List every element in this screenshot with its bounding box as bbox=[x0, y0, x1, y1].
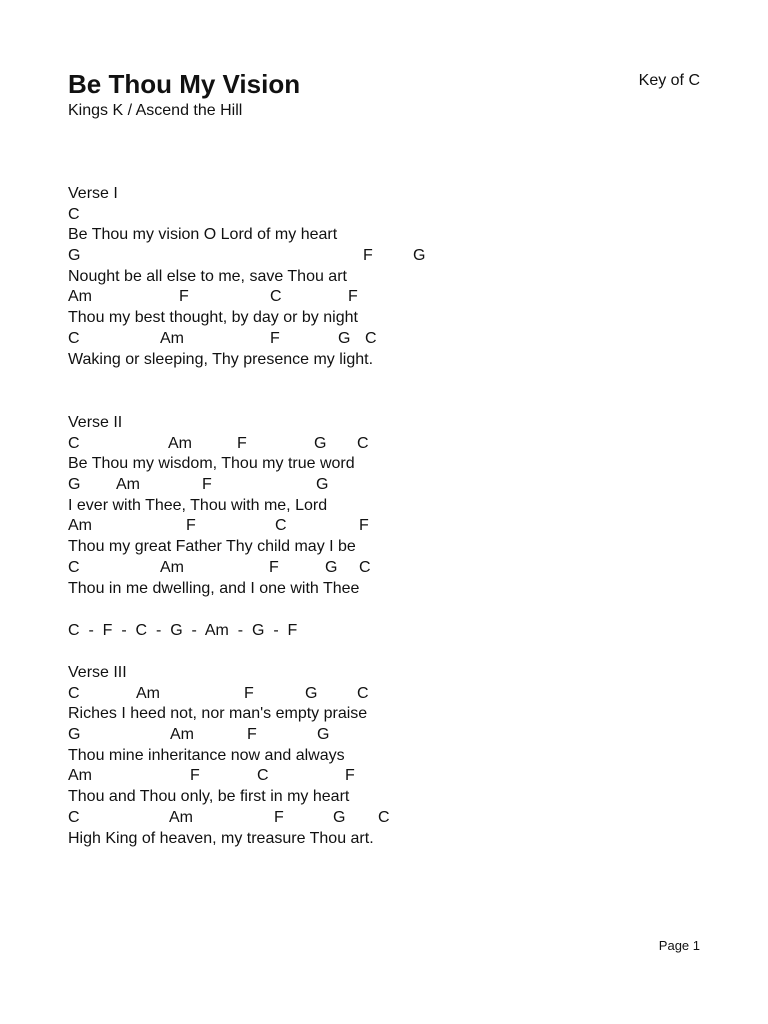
chord: G bbox=[317, 726, 330, 744]
chord: G bbox=[314, 434, 327, 452]
chord: F bbox=[237, 434, 247, 452]
lyric-line: Waking or sleeping, Thy presence my light. bbox=[68, 350, 374, 368]
chord: C bbox=[68, 684, 80, 702]
chord: Am bbox=[68, 288, 92, 306]
chord: G bbox=[305, 684, 318, 702]
lyric-line: High King of heaven, my treasure Thou art. bbox=[68, 829, 374, 847]
chord-line bbox=[68, 766, 708, 787]
chord: C bbox=[68, 808, 80, 826]
verse-3 bbox=[68, 663, 708, 849]
chord: Am bbox=[160, 329, 184, 347]
chord: C bbox=[359, 558, 371, 576]
chord: Am bbox=[136, 684, 160, 702]
chord-line bbox=[68, 808, 708, 829]
chord-line bbox=[68, 475, 708, 496]
chord-line bbox=[68, 205, 708, 226]
chord-line bbox=[68, 329, 708, 350]
chord: F bbox=[186, 517, 196, 535]
chord-line bbox=[68, 246, 708, 267]
chord: F bbox=[179, 288, 189, 306]
chord: F bbox=[244, 684, 254, 702]
chord: F bbox=[348, 288, 358, 306]
chord: Am bbox=[170, 726, 194, 744]
chord: C bbox=[275, 517, 287, 535]
chord: C bbox=[357, 684, 369, 702]
chord: F bbox=[274, 808, 284, 826]
lyric-line: Thou my best thought, by day or by night bbox=[68, 309, 358, 327]
lyric-line: Thou mine inheritance now and always bbox=[68, 746, 345, 764]
chord: C bbox=[68, 329, 80, 347]
chord: G bbox=[68, 726, 81, 744]
lyric-line: Be Thou my vision O Lord of my heart bbox=[68, 226, 338, 244]
chord: Am bbox=[169, 808, 193, 826]
chord: G bbox=[333, 808, 346, 826]
verse-label: Verse II bbox=[68, 414, 123, 431]
chord: F bbox=[190, 767, 200, 785]
verse-label: Verse I bbox=[68, 185, 118, 202]
chord: G bbox=[316, 476, 329, 494]
chord-line bbox=[68, 558, 708, 579]
chord: C bbox=[357, 434, 369, 452]
lyric-line: Thou in me dwelling, and I one with Thee bbox=[68, 579, 360, 597]
lyric-line: Thou and Thou only, be first in my heart bbox=[68, 788, 350, 806]
chord: F bbox=[202, 476, 212, 494]
chord: F bbox=[363, 247, 373, 265]
chord: C bbox=[257, 767, 269, 785]
chord: G bbox=[338, 329, 351, 347]
chord: Am bbox=[68, 517, 92, 535]
chord: F bbox=[270, 329, 280, 347]
chord: C bbox=[68, 558, 80, 576]
chord: C bbox=[365, 329, 377, 347]
song-key: Key of C bbox=[638, 72, 700, 89]
interlude bbox=[68, 621, 708, 642]
chord: C bbox=[270, 288, 282, 306]
chord: C bbox=[68, 434, 80, 452]
chord: F bbox=[359, 517, 369, 535]
chord: Am bbox=[168, 434, 192, 452]
chord: G bbox=[68, 247, 81, 265]
chord: F bbox=[269, 558, 279, 576]
verse-1 bbox=[68, 184, 708, 370]
chord: C bbox=[378, 808, 390, 826]
chord: G bbox=[413, 247, 426, 265]
chord-line bbox=[68, 287, 708, 308]
song-credits: Kings K / Ascend the Hill bbox=[68, 102, 243, 119]
chord-line bbox=[68, 516, 708, 537]
lyric-line: I ever with Thee, Thou with me, Lord bbox=[68, 496, 328, 514]
chord: F bbox=[247, 726, 257, 744]
lyric-line: Nought be all else to me, save Thou art bbox=[68, 267, 347, 285]
lyric-line: Riches I heed not, nor man's empty praise bbox=[68, 705, 368, 723]
verse-label: Verse III bbox=[68, 664, 127, 681]
chord-line bbox=[68, 684, 708, 705]
chord: F bbox=[345, 767, 355, 785]
chord-line bbox=[68, 434, 708, 455]
verse-2 bbox=[68, 413, 708, 599]
song-title: Be Thou My Vision bbox=[68, 69, 301, 99]
page-number: Page 1 bbox=[658, 938, 700, 953]
chord: G bbox=[325, 558, 338, 576]
lyric-line: Thou my great Father Thy child may I be bbox=[68, 538, 356, 556]
chord: G bbox=[68, 476, 81, 494]
chord-line bbox=[68, 725, 708, 746]
chord: C bbox=[68, 205, 80, 223]
chord: Am bbox=[116, 476, 140, 494]
lyric-line: Be Thou my wisdom, Thou my true word bbox=[68, 455, 355, 473]
chord-progression: C - F - C - G - Am - G - F bbox=[68, 622, 298, 639]
chord: Am bbox=[68, 767, 92, 785]
chord: Am bbox=[160, 558, 184, 576]
